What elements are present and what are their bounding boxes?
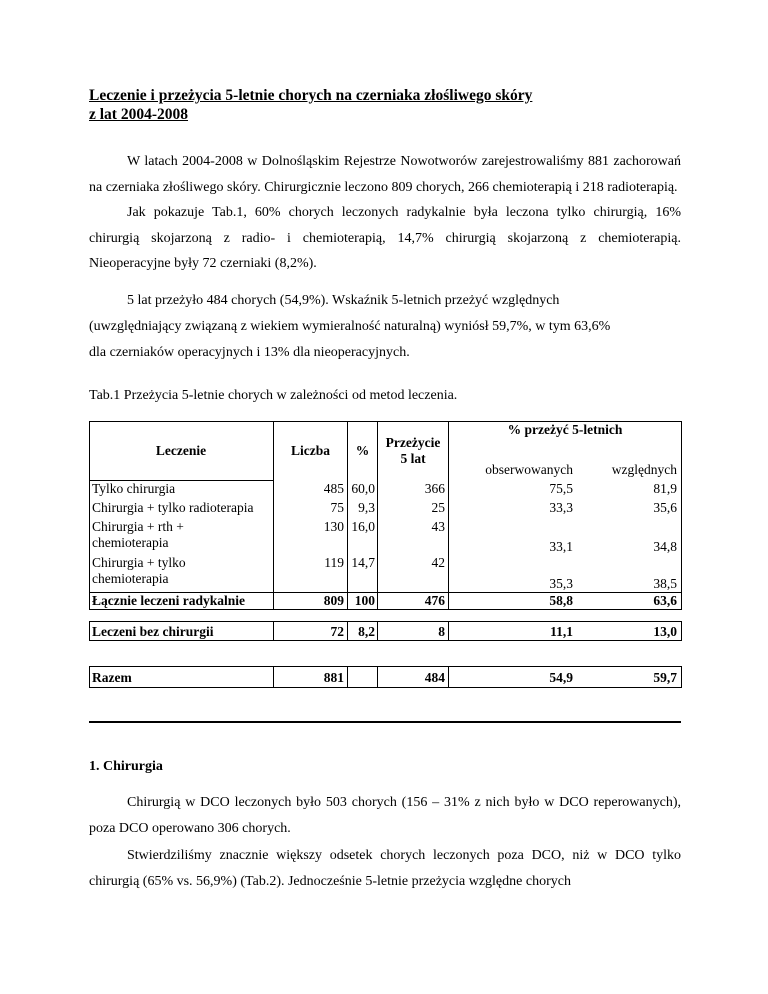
row-observed: 35,3 [549,576,573,591]
row-count: 75 [330,500,344,515]
row-survival: 42 [431,555,445,570]
title-line-2: z lat 2004-2008 [89,106,189,123]
row-percent: 9,3 [358,500,375,515]
surgery-paragraph-2: Stwierdziliśmy znacznie większy odsetek chorych leczonych poza DCO, niż w DCO tylko chirurgią (65% vs. 56,9%) (Tab.2). Jednocześnie 5-letnie przeżycia względne chorych [89,848,681,889]
surgery-paragraph-1: Chirurgią w DCO leczonych było 503 chorych (156 – 31% z nich było w DCO reperowanych), poza DCO operowano 306 chorych. [89,795,681,836]
row-survival: 366 [424,481,445,496]
no-surgery-observed: 11,1 [550,624,573,639]
header-observed: obserwowanych [485,462,573,477]
title-line-1: Leczenie i przeżycia 5-letnie chorych na czerniaka złośliwego skóry [89,87,533,104]
total-radical-survival: 476 [424,593,445,608]
section-heading: 1. Chirurgia [89,759,163,774]
no-surgery-percent: 8,2 [358,624,375,639]
row-relative: 81,9 [653,481,677,496]
total-count: 881 [323,670,344,685]
document-title [89,86,689,124]
row-label-line-1: Chirurgia + rth + [92,519,184,534]
survival-paragraph: 5 lat przeżyło 484 chorych (54,9%). Wskaźnik 5-letnich przeżyć względnych (uwzględniający związaną z wiekiem wymieralność naturalną) wyniósł 59,7%, w tym 63,6% dla czerniaków operacyjnych i 13% dla nieoperacyjnych. [89,293,611,360]
row-relative: 35,6 [653,500,677,515]
row-count: 485 [323,481,344,496]
row-percent: 60,0 [351,481,375,496]
no-surgery-count: 72 [330,624,344,639]
row-percent: 16,0 [351,519,375,534]
table-caption: Tab.1 Przeżycia 5-letnie chorych w zależności od metod leczenia. [89,388,458,403]
survival-table [89,421,682,701]
header-pct5: % przeżyć 5-letnich [507,422,623,437]
row-observed: 33,1 [549,539,573,554]
no-surgery-label: Leczeni bez chirurgii [92,624,214,639]
row-relative: 38,5 [653,576,677,591]
treatment-paragraph: Jak pokazuje Tab.1, 60% chorych leczonych radykalnie była leczona tylko chirurgią, 16% chirurgią skojarzoną z radio- i chemioterapią, 14,7% chirurgią skojarzoną z chemioterapią. Nieoperacyjne były 72 czerniaki (8,2%). [89,205,681,271]
row-label-line-2: chemioterapia [92,535,169,550]
total-label: Razem [92,670,132,685]
row-count: 130 [323,519,344,534]
header-percent: % [355,443,370,458]
header-survival-line-1: Przeżycie [385,435,441,450]
total-survival: 484 [424,670,445,685]
header-count: Liczba [291,443,330,458]
total-radical-count: 809 [323,593,344,608]
total-radical-percent: 100 [354,593,375,608]
section-divider [89,721,681,723]
row-label: Chirurgia + tylko radioterapia [92,500,254,515]
row-label: Tylko chirurgia [92,481,176,496]
header-treatment: Leczenie [155,443,207,458]
header-survival-line-2: 5 lat [400,451,426,466]
row-survival: 25 [431,500,445,515]
no-surgery-relative: 13,0 [653,624,677,639]
row-observed: 75,5 [549,481,573,496]
no-surgery-survival: 8 [438,624,445,639]
total-observed: 54,9 [549,670,573,685]
row-label-line-1: Chirurgia + tylko [92,555,186,570]
row-survival: 43 [431,519,445,534]
total-radical-observed: 58,8 [549,593,573,608]
row-count: 119 [324,555,344,570]
header-relative: względnych [611,462,677,477]
row-relative: 34,8 [653,539,677,554]
row-observed: 33,3 [549,500,573,515]
total-relative: 59,7 [653,670,677,685]
total-radical-label: Łącznie leczeni radykalnie [92,593,245,608]
row-label-line-2: chemioterapia [92,571,169,586]
total-radical-relative: 63,6 [653,593,677,608]
row-percent: 14,7 [351,555,375,570]
intro-paragraph: W latach 2004-2008 w Dolnośląskim Rejestrze Nowotworów zarejestrowaliśmy 881 zachorowań na czerniaka złośliwego skóry. Chirurgicznie leczono 809 chorych, 266 chemioterapią i 218 radioterapią. [89,154,681,195]
